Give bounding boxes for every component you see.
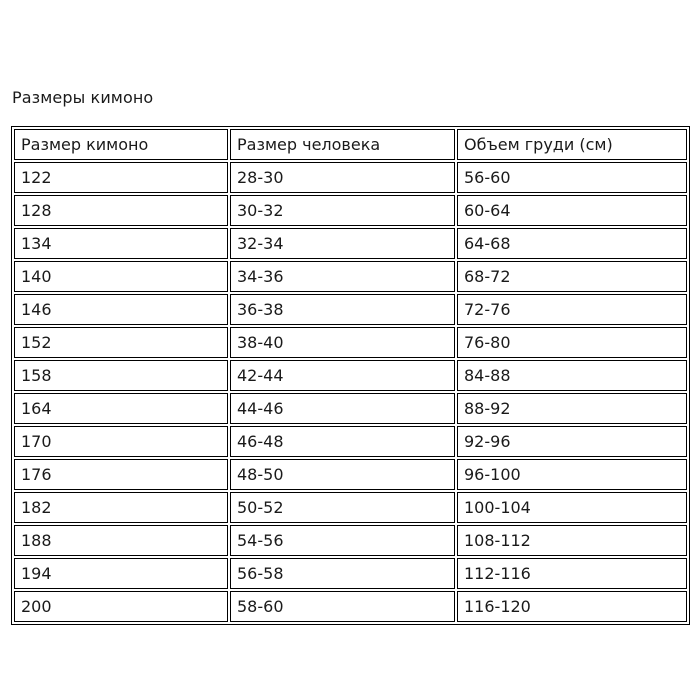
table-caption: Размеры кимоно bbox=[12, 88, 154, 107]
cell-chest-volume: 88-92 bbox=[457, 393, 687, 424]
table-row bbox=[14, 591, 687, 622]
cell-chest-volume: 60-64 bbox=[457, 195, 687, 226]
cell-kimono-size: 152 bbox=[14, 327, 228, 358]
cell-chest-volume: 72-76 bbox=[457, 294, 687, 325]
table-row bbox=[14, 525, 687, 556]
kimono-size-table bbox=[11, 126, 690, 625]
cell-person-size: 44-46 bbox=[230, 393, 455, 424]
header-person-size: Размер человека bbox=[230, 129, 455, 160]
cell-person-size: 54-56 bbox=[230, 525, 455, 556]
header-chest-volume: Объем груди (см) bbox=[457, 129, 687, 160]
cell-person-size: 32-34 bbox=[230, 228, 455, 259]
cell-kimono-size: 170 bbox=[14, 426, 228, 457]
cell-chest-volume: 92-96 bbox=[457, 426, 687, 457]
cell-person-size: 46-48 bbox=[230, 426, 455, 457]
cell-kimono-size: 200 bbox=[14, 591, 228, 622]
cell-person-size: 28-30 bbox=[230, 162, 455, 193]
cell-person-size: 50-52 bbox=[230, 492, 455, 523]
cell-chest-volume: 112-116 bbox=[457, 558, 687, 589]
cell-kimono-size: 128 bbox=[14, 195, 228, 226]
cell-kimono-size: 140 bbox=[14, 261, 228, 292]
table-row bbox=[14, 162, 687, 193]
table-row bbox=[14, 261, 687, 292]
cell-person-size: 58-60 bbox=[230, 591, 455, 622]
cell-chest-volume: 64-68 bbox=[457, 228, 687, 259]
table-row bbox=[14, 228, 687, 259]
cell-person-size: 38-40 bbox=[230, 327, 455, 358]
cell-kimono-size: 122 bbox=[14, 162, 228, 193]
cell-kimono-size: 158 bbox=[14, 360, 228, 391]
cell-kimono-size: 164 bbox=[14, 393, 228, 424]
cell-kimono-size: 146 bbox=[14, 294, 228, 325]
table-header-row bbox=[14, 129, 687, 160]
table-row bbox=[14, 558, 687, 589]
table-row bbox=[14, 195, 687, 226]
table-row bbox=[14, 459, 687, 490]
cell-chest-volume: 68-72 bbox=[457, 261, 687, 292]
cell-chest-volume: 76-80 bbox=[457, 327, 687, 358]
cell-person-size: 34-36 bbox=[230, 261, 455, 292]
cell-person-size: 30-32 bbox=[230, 195, 455, 226]
cell-kimono-size: 182 bbox=[14, 492, 228, 523]
cell-kimono-size: 194 bbox=[14, 558, 228, 589]
cell-kimono-size: 134 bbox=[14, 228, 228, 259]
table-row bbox=[14, 426, 687, 457]
table-row bbox=[14, 327, 687, 358]
cell-kimono-size: 176 bbox=[14, 459, 228, 490]
header-kimono-size: Размер кимоно bbox=[14, 129, 228, 160]
cell-person-size: 56-58 bbox=[230, 558, 455, 589]
cell-chest-volume: 116-120 bbox=[457, 591, 687, 622]
cell-chest-volume: 108-112 bbox=[457, 525, 687, 556]
cell-person-size: 36-38 bbox=[230, 294, 455, 325]
table-row bbox=[14, 492, 687, 523]
cell-chest-volume: 84-88 bbox=[457, 360, 687, 391]
table-row bbox=[14, 360, 687, 391]
cell-person-size: 42-44 bbox=[230, 360, 455, 391]
table-row bbox=[14, 294, 687, 325]
cell-kimono-size: 188 bbox=[14, 525, 228, 556]
cell-chest-volume: 56-60 bbox=[457, 162, 687, 193]
cell-person-size: 48-50 bbox=[230, 459, 455, 490]
cell-chest-volume: 96-100 bbox=[457, 459, 687, 490]
table-row bbox=[14, 393, 687, 424]
cell-chest-volume: 100-104 bbox=[457, 492, 687, 523]
